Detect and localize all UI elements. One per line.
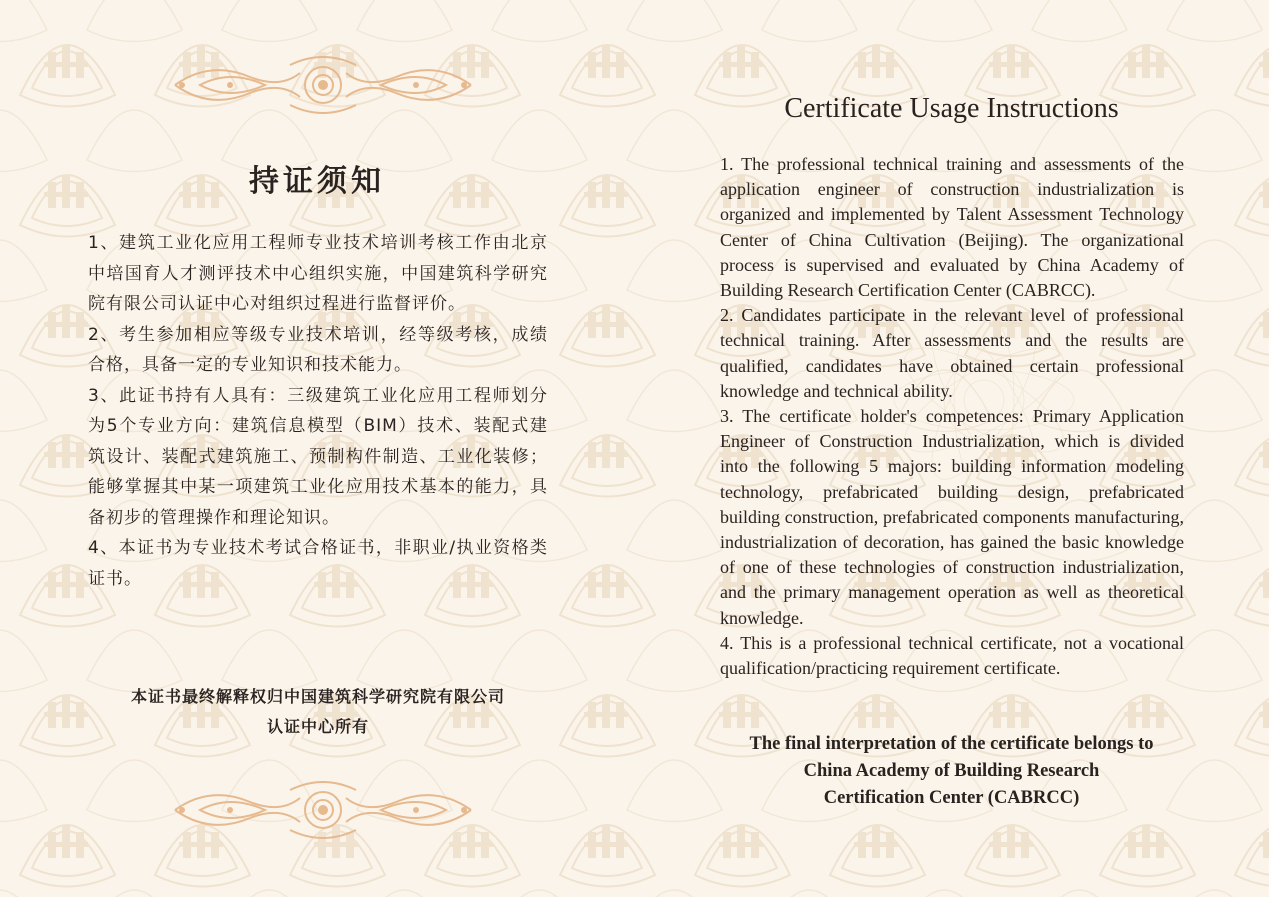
english-final-line-2: China Academy of Building Research [803,761,1100,781]
chinese-item-1: 1、建筑工业化应用工程师专业技术培训考核工作由北京中培国育人才测评技术中心组织实施，中国建筑科学研究院有限公司认证中心对组织过程进行监督评价。 [88,233,548,314]
left-page-chinese [0,0,634,897]
chinese-final-line-1: 本证书最终解释权归中国建筑科学研究院有限公司 [130,687,505,706]
english-final-line-1: The final interpretation of the certificate belongs to [749,734,1154,754]
right-page-english [634,0,1269,897]
english-item-1: 1. The professional technical training and assessments of the application engineer of construction industrialization is organized and implemented by Talent Assessment Technology Center of China Cultivation (Beijing). The organizational process is supervised and evaluated by China Academy of Building Research Certification Center (CABRCC). [720,154,1184,301]
chinese-final-statement [88,682,548,742]
english-item-4: 4. This is a professional technical certificate, not a vocational qualification/practicing requirement certificate. [720,632,1184,679]
english-final-line-3: Certification Center (CABRCC) [823,788,1080,808]
chinese-final-line-2: 认证中心所有 [266,717,369,736]
chinese-item-3: 3、此证书持有人具有：三级建筑工业化应用工程师划分为5个专业方向：建筑信息模型（BIM）技术、装配式建筑设计、装配式建筑施工、预制构件制造、工业化装修；能够掌握其中某一项建筑工业化应用技术基本的能力，具备初步的管理操作和理论知识。 [88,385,548,528]
chinese-item-2: 2、考生参加相应等级专业技术培训，经等级考核，成绩合格，具备一定的专业知识和技术能力。 [88,324,548,375]
english-item-3: 3. The certificate holder's competences: Primary Application Engineer of Construction Industrialization, which is divided into the following 5 majors: building information modeling technology, prefabricated building design, prefabricated building construction, prefabricated components manufacturing, industrialization of decoration, has gained the basic knowledge of one of these technologies of construction industrialization, and the primary management operation as well as theoretical knowledge. [720,406,1184,628]
chinese-title: 持证须知 [249,164,385,199]
english-instructions [720,152,1184,681]
english-title: Certificate Usage Instructions [784,93,1119,124]
chinese-instructions [88,228,548,594]
top-ornament-icon [170,55,476,115]
chinese-item-4: 4、本证书为专业技术考试合格证书，非职业/执业资格类证书。 [88,538,548,589]
english-final-statement [694,731,1209,812]
bottom-ornament-icon [170,780,476,840]
english-item-2: 2. Candidates participate in the relevant level of professional technical training. After assessments and the results are qualified, candidates have obtained certain professional knowledge and technical ability. [720,305,1184,401]
